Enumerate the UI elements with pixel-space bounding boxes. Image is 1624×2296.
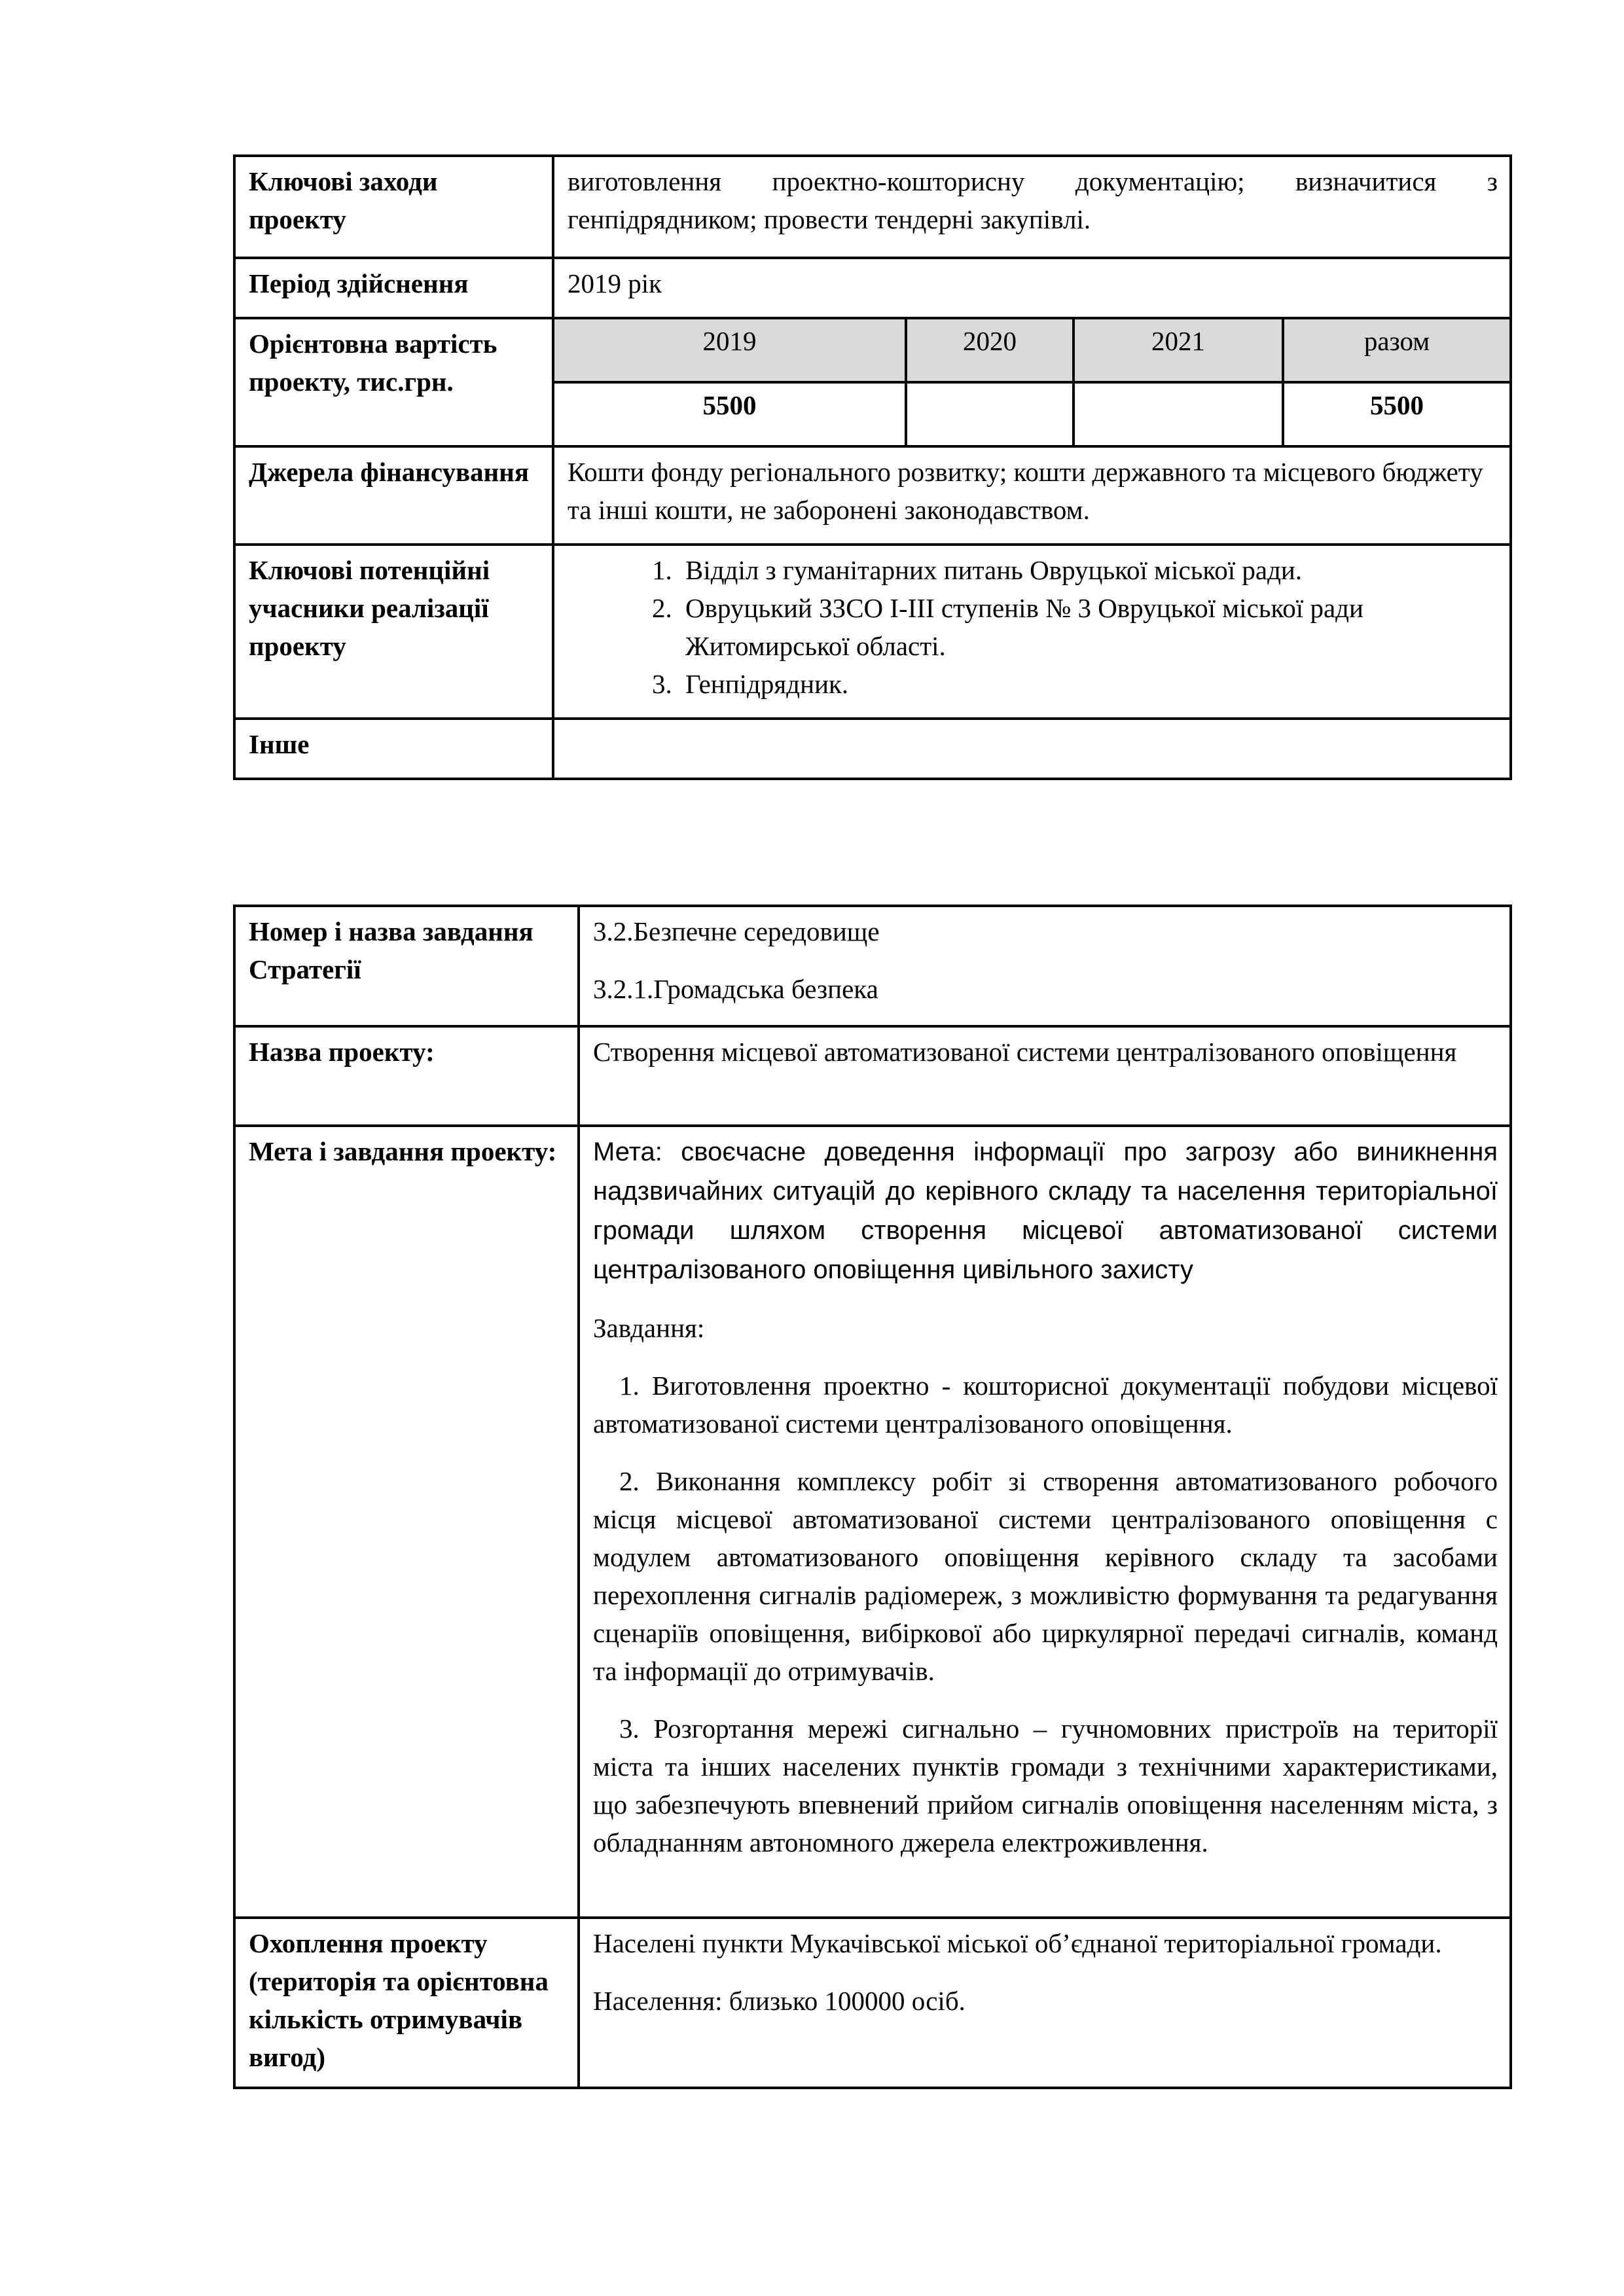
cost-header-2019: 2019	[554, 319, 906, 382]
participant-item: 2. Овруцький ЗЗСО І-ІІІ ступенів № 3 Овруцької міської ради Житомирської області.	[679, 589, 1498, 665]
row-project-name	[234, 1026, 1511, 1126]
other-label: Інше	[234, 719, 553, 779]
cost-header-2021: 2021	[1074, 319, 1283, 382]
cost-grid	[554, 319, 1509, 445]
other-value	[553, 719, 1511, 779]
task-2-text: 2. Виконання комплексу робіт зі створення автоматизованого робочого місця місцевої автоматизованої системи централізованого оповіщення с модулем автоматизованого оповіщення керівного складу та засобами перехоплення сигналів радіомереж, з можливістю формування та редагування сценаріїв оповіщення, вибіркової або циркулярної передачі сигналів, команд та інформації до отримувачів.	[593, 1466, 1498, 1686]
cost-header-total: разом	[1283, 319, 1509, 382]
task-value	[579, 906, 1511, 1026]
row-other	[234, 719, 1511, 779]
task-3-text: 3. Розгортання мережі сигнально – гучномовних пристроїв на території міста та інших населених пунктів громади з технічними характеристиками, що забезпечують впевнений прийом сигналів оповіщення населенням міста, з обладнанням автономного джерела електроживлення.	[593, 1713, 1498, 1857]
project-table-2	[233, 905, 1512, 2089]
goal-label: Мета і завдання проекту:	[234, 1126, 579, 1918]
funding-label: Джерела фінансування	[234, 446, 553, 545]
task-label: Номер і назва завдання Стратегії	[234, 906, 579, 1026]
coverage-settlements: Населені пункти Мукачівської міської об’єднаної територіальної громади.	[593, 1928, 1442, 1958]
period-value: 2019 рік	[553, 258, 1511, 318]
participants-list	[568, 551, 1498, 703]
cost-header-row	[554, 319, 1509, 382]
participants-label: Ключові потенційні учасники реалізації проекту	[234, 545, 553, 719]
cost-header-2020: 2020	[906, 319, 1074, 382]
project-name-value: Створення місцевої автоматизованої системи централізованого оповіщення	[579, 1026, 1511, 1126]
cost-value-2020	[906, 382, 1074, 445]
row-task	[234, 906, 1511, 1026]
goal-value	[579, 1126, 1511, 1918]
key-measures-label: Ключові заходи проекту	[234, 156, 553, 258]
tasks-title: Завдання:	[593, 1313, 705, 1343]
cost-value-row	[554, 382, 1509, 445]
cost-value-total: 5500	[1283, 382, 1509, 445]
coverage-label: Охоплення проекту (територія та орієнтовна кількість отримувачів вигод)	[234, 1918, 579, 2088]
cost-value-2021	[1074, 382, 1283, 445]
task-1-text: 1. Виготовлення проектно - кошторисної документації побудови місцевої автоматизованої системи централізованого оповіщення.	[593, 1371, 1498, 1439]
period-label: Період здійснення	[234, 258, 553, 318]
cost-label: Орієнтовна вартість проекту, тис.грн.	[234, 318, 553, 446]
task-line-1: 3.2.Безпечне середовище	[593, 916, 880, 946]
funding-value: Кошти фонду регіонального розвитку; кошти державного та місцевого бюджету та інші кошти, не заборонені законодавством.	[553, 446, 1511, 545]
row-goal	[234, 1126, 1511, 1918]
participants-value	[553, 545, 1511, 719]
participant-item: 1. Відділ з гуманітарних питань Овруцької міської ради.	[679, 551, 1498, 589]
row-participants	[234, 545, 1511, 719]
row-period	[234, 258, 1511, 318]
cost-value-2019: 5500	[554, 382, 906, 445]
coverage-population: Населення: близько 100000 осіб.	[593, 1986, 965, 2016]
row-cost	[234, 318, 1511, 446]
coverage-value	[579, 1918, 1511, 2088]
project-table-1	[233, 154, 1512, 780]
row-funding	[234, 446, 1511, 545]
project-name-label: Назва проекту:	[234, 1026, 579, 1126]
goal-text: Мета: своєчасне доведення інформації про загрозу або виникнення надзвичайних ситуацій до керівного складу та населення територіальної громади шляхом створення місцевої автоматизованої системи централізованого оповіщення цивільного захисту	[593, 1138, 1498, 1284]
participant-item: 3. Генпідрядник.	[679, 665, 1498, 703]
row-coverage	[234, 1918, 1511, 2088]
task-line-2: 3.2.1.Громадська безпека	[593, 974, 878, 1004]
cost-grid-cell	[553, 318, 1511, 446]
row-key-measures	[234, 156, 1511, 258]
key-measures-value: виготовлення проектно-кошторисну документацію; визначитися з генпідрядником; провести тендерні закупівлі.	[553, 156, 1511, 258]
